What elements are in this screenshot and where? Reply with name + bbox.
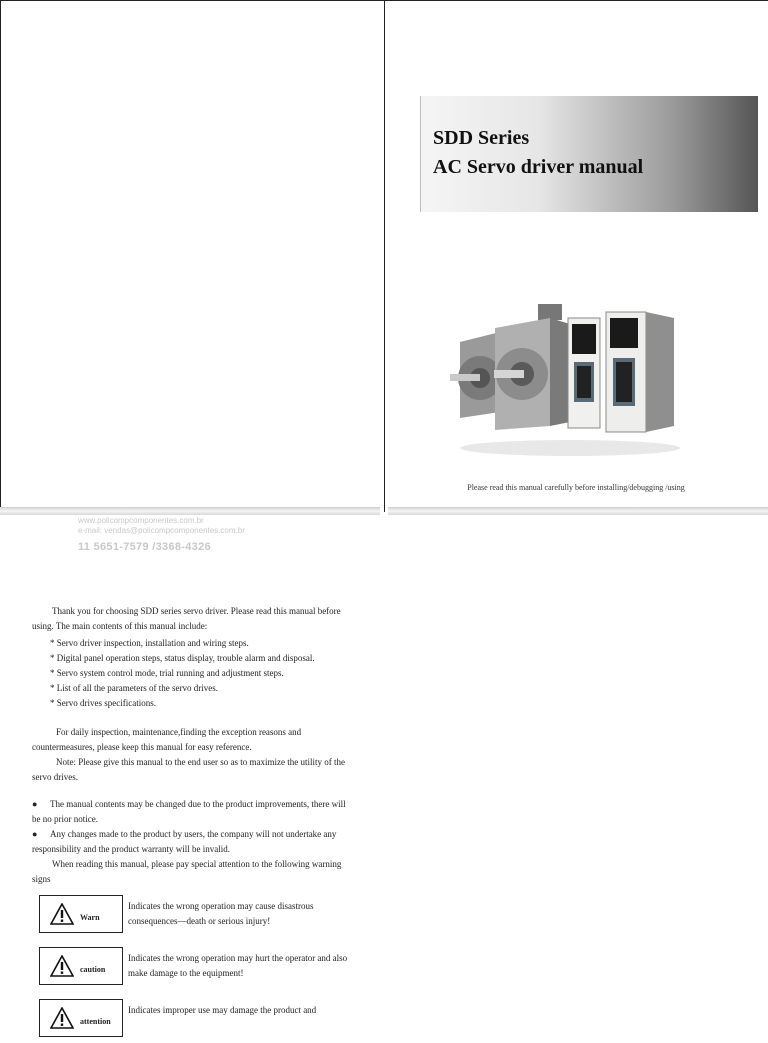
list-item: * Servo driver inspection, installation and wiring steps. [50, 638, 249, 648]
attention-sign-box [39, 999, 123, 1037]
email-text: e-mail: vendas@policompcomponentes.com.br [78, 526, 245, 535]
cover-title-series: SDD Series [433, 127, 530, 149]
list-item: * List of all the parameters of the servo drives. [50, 683, 218, 693]
list-item: * Digital panel operation steps, status display, trouble alarm and disposal. [50, 653, 315, 663]
caution-sign-description: Indicates the wrong operation may hurt the operator and also make damage to the equipment! [128, 953, 348, 978]
caution-sign-label: caution [80, 965, 106, 974]
contents-list [32, 636, 352, 711]
page-bottom-band [388, 507, 768, 515]
note-paragraph: Note: Please give this manual to the end user so as to maximize the utility of the servo drives. [32, 757, 345, 782]
warning-sign-row [32, 891, 352, 939]
notice-changes [32, 797, 352, 827]
warning-triangle-icon [50, 1007, 74, 1029]
warn-sign-description: Indicates the wrong operation may cause disastrous consequences—death or serious injury! [128, 901, 314, 926]
website-text: www.policompcomponentes.com.br [78, 516, 204, 525]
attention-sign-label: attention [80, 1017, 111, 1026]
page-border [384, 0, 768, 1]
page-bottom-band [0, 507, 380, 515]
caution-sign-box [39, 947, 123, 985]
page-divider [384, 0, 385, 512]
servo-product-image [440, 300, 690, 460]
list-item: * Servo drives specifications. [50, 698, 156, 708]
notice-changes-text: The manual contents may be changed due to the product improvements, there will be no prior notice. [32, 799, 346, 824]
intro-page [32, 604, 352, 1043]
warning-intro-paragraph: When reading this manual, please pay special attention to the following warning signs [32, 859, 342, 884]
page-border [0, 0, 1, 512]
cover-title-band [420, 96, 758, 212]
warn-sign-label: Warn [80, 913, 100, 922]
bullet-dot: ● [32, 799, 38, 809]
warn-sign-box [39, 895, 123, 933]
cover-read-notice: Please read this manual carefully before installing/debugging /using [467, 483, 685, 492]
bullet-dot: ● [32, 829, 38, 839]
cover-title-manual: AC Servo driver manual [433, 156, 644, 178]
phone-text: 11 5651-7579 /3368-4326 [78, 541, 211, 553]
intro-paragraph: Thank you for choosing SDD series servo driver. Please read this manual before using. The main contents of this manual include: [32, 606, 341, 631]
notice-warranty-text: Any changes made to the product by users, the company will not undertake any responsibility and the product warranty will be invalid. [32, 829, 337, 854]
list-item: * Servo system control mode, trial running and adjustment steps. [50, 668, 284, 678]
attention-sign-description: Indicates improper use may damage the product and [128, 1005, 317, 1015]
page-border [0, 0, 384, 1]
caution-sign-row [32, 943, 352, 991]
warning-triangle-icon [50, 955, 74, 977]
attention-sign-row [32, 995, 352, 1043]
contact-block [78, 516, 245, 553]
reference-paragraph: For daily inspection, maintenance,finding the exception reasons and countermeasures, please keep this manual for easy reference. [32, 727, 302, 752]
notice-warranty [32, 827, 352, 857]
warning-triangle-icon [50, 903, 74, 925]
